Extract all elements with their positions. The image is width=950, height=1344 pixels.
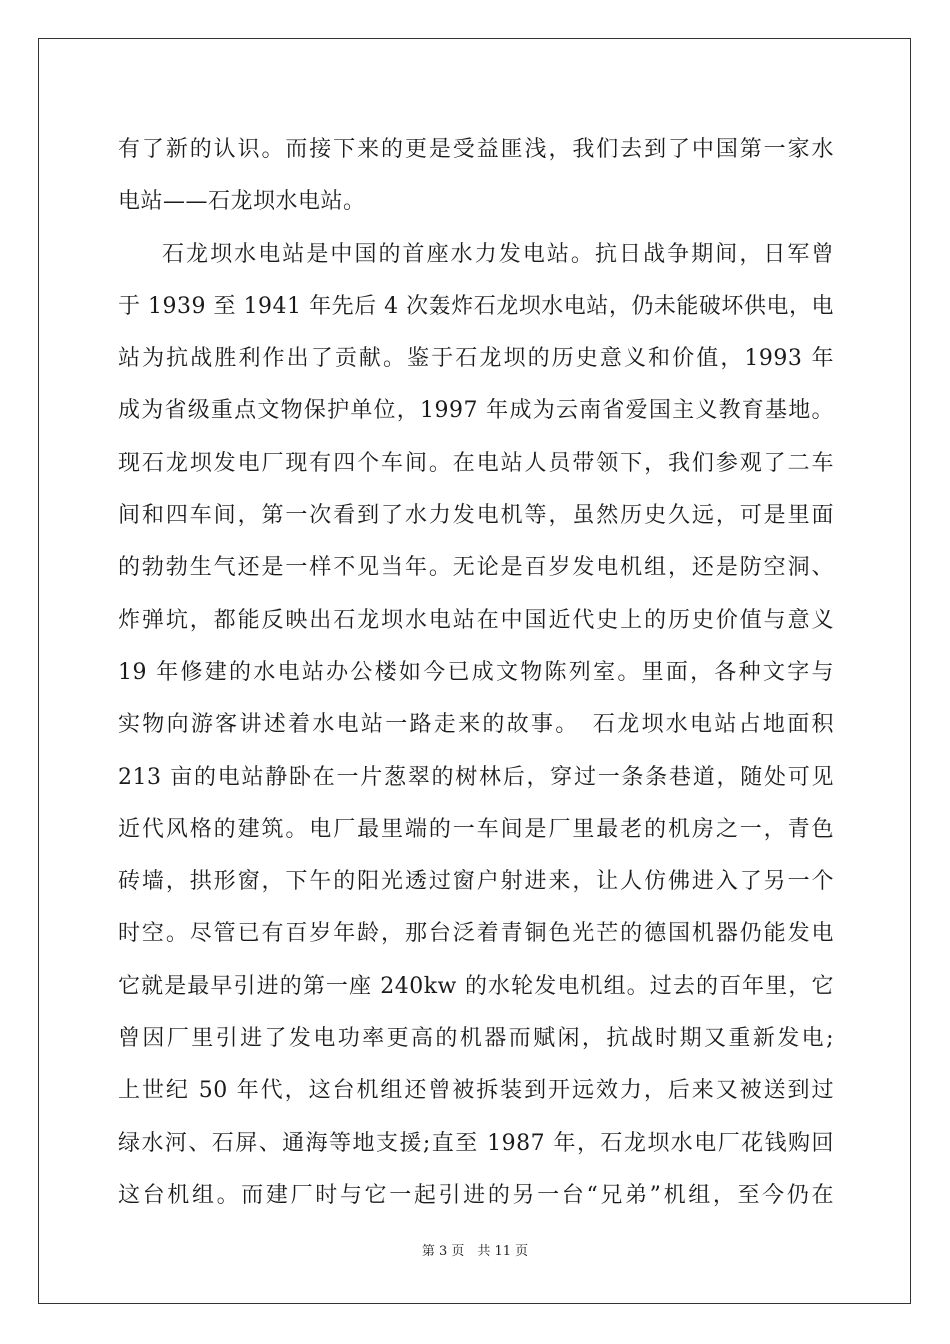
text-line: 它就是最早引进的第一座 240kw 的水轮发电机组。过去的百年里，它 xyxy=(118,973,834,999)
text-line: 上世纪 50 年代，这台机组还曾被拆装到开远效力，后来又被送到过 xyxy=(118,1078,834,1104)
text-line: 这台机组。而建厂时与它一起引进的另一台“兄弟”机组，至今仍在 xyxy=(118,1182,834,1208)
text-line: 近代风格的建筑。电厂最里端的一车间是厂里最老的机房之一，青色 xyxy=(118,816,834,842)
text-line: 213 亩的电站静卧在一片葱翠的树林后，穿过一条条巷道，随处可见 xyxy=(118,764,834,790)
text-line: 石龙坝水电站是中国的首座水力发电站。抗日战争期间，日军曾 xyxy=(162,241,834,267)
text-line: 砖墙，拱形窗，下午的阳光透过窗户射进来，让人仿佛进入了另一个 xyxy=(118,869,834,895)
text-line: 有了新的认识。而接下来的更是受益匪浅，我们去到了中国第一家水 xyxy=(118,137,834,162)
text-line: 19 年修建的水电站办公楼如今已成文物陈列室。里面，各种文字与 xyxy=(118,659,834,685)
text-line: 站为抗战胜利作出了贡献。鉴于石龙坝的历史意义和价值，1993 年 xyxy=(118,346,834,372)
text-line: 炸弹坑，都能反映出石龙坝水电站在中国近代史上的历史价值与意义 xyxy=(118,607,834,633)
text-line: 间和四车间，第一次看到了水力发电机等，虽然历史久远，可是里面 xyxy=(118,503,834,529)
text-line: 绿水河、石屏、通海等地支援;直至 1987 年，石龙坝水电厂花钱购回 xyxy=(118,1130,834,1156)
text-line: 现石龙坝发电厂现有四个车间。在电站人员带领下，我们参观了二车 xyxy=(118,450,834,476)
page-number: 第 3 页 共 11 页 xyxy=(421,1244,529,1259)
text-line: 曾因厂里引进了发电功率更高的机器而赋闲，抗战时期又重新发电; xyxy=(118,1026,834,1052)
body-text xyxy=(118,124,834,1222)
text-line: 于 1939 至 1941 年先后 4 次轰炸石龙坝水电站，仍未能破坏供电，电 xyxy=(118,293,834,319)
text-line: 实物向游客讲述着水电站一路走来的故事。 石龙坝水电站占地面积 xyxy=(118,712,834,738)
text-line: 电站——石龙坝水电站。 xyxy=(118,189,366,215)
text-line: 的勃勃生气还是一样不见当年。无论是百岁发电机组，还是防空洞、 xyxy=(118,555,834,581)
text-line: 成为省级重点文物保护单位，1997 年成为云南省爱国主义教育基地。 xyxy=(118,398,834,424)
text-line: 时空。尽管已有百岁年龄，那台泛着青铜色光芒的德国机器仍能发电 xyxy=(118,921,834,947)
